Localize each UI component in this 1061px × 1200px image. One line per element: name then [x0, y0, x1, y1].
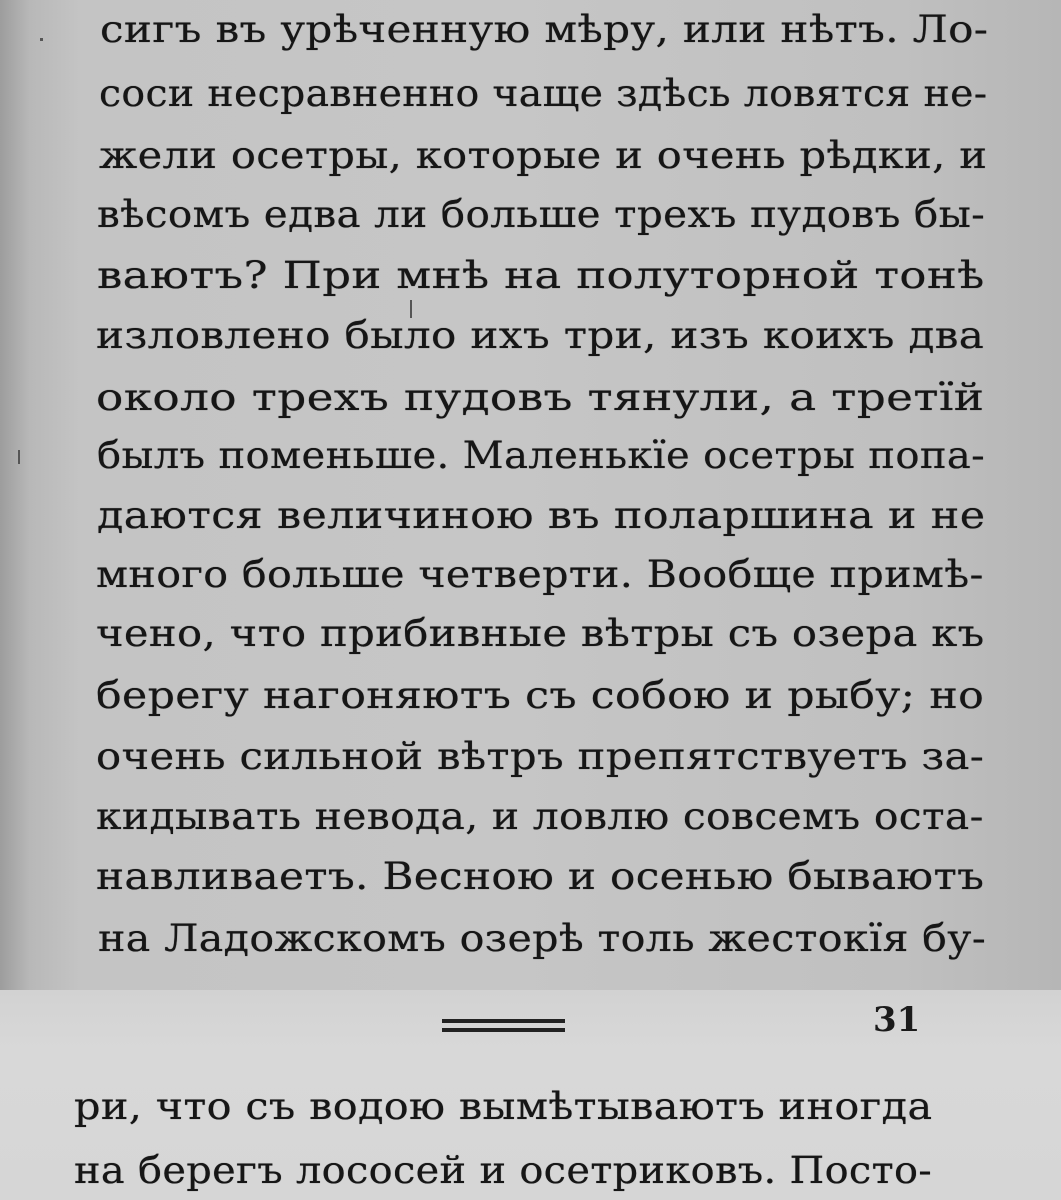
text-line: даются величиною въ поларшина и не [97, 494, 986, 537]
text-line: очень сильной вѣтръ препятствуетъ за- [96, 735, 985, 778]
text-line: сигъ въ урѣченную мѣру, или нѣтъ. Ло- [100, 8, 989, 51]
text-line: былъ поменьше. Маленькїе осетры попа- [97, 434, 986, 477]
page-number: 31 [873, 1000, 921, 1040]
ink-speck [40, 38, 43, 41]
text-line: навливаетъ. Весною и осенью бываютъ [96, 855, 985, 898]
text-line: соси несравненно чаще здѣсь ловятся не- [99, 72, 988, 115]
text-line: берегу нагоняютъ съ собою и рыбу; но [96, 674, 985, 717]
text-line: чено, что прибивные вѣтры съ озера къ [96, 612, 985, 655]
text-line: жели осетры, которые и очень рѣдки, и [99, 134, 988, 177]
text-line: изловлено было ихъ три, изъ коихъ два [96, 314, 985, 357]
text-line: около трехъ пудовъ тянули, а третїй [96, 376, 985, 419]
text-line: на берегъ лососей и осетриковъ. Посто- [74, 1149, 933, 1192]
text-line: вѣсомъ едва ли больше трехъ пудовъ бы- [97, 193, 986, 236]
text-line: ваютъ? При мнѣ на полуторной тонѣ [97, 254, 985, 297]
ink-speck [18, 450, 20, 464]
text-line: ри, что съ водою вымѣтываютъ иногда [74, 1085, 933, 1128]
header-rule [442, 1019, 565, 1023]
text-line: на Ладожскомъ озерѣ толь жестокїя бу- [98, 917, 987, 960]
text-line: много больше четверти. Вообще примѣ- [96, 553, 984, 596]
header-rule [442, 1028, 565, 1032]
text-line: кидывать невода, и ловлю совсемъ оста- [96, 795, 984, 838]
